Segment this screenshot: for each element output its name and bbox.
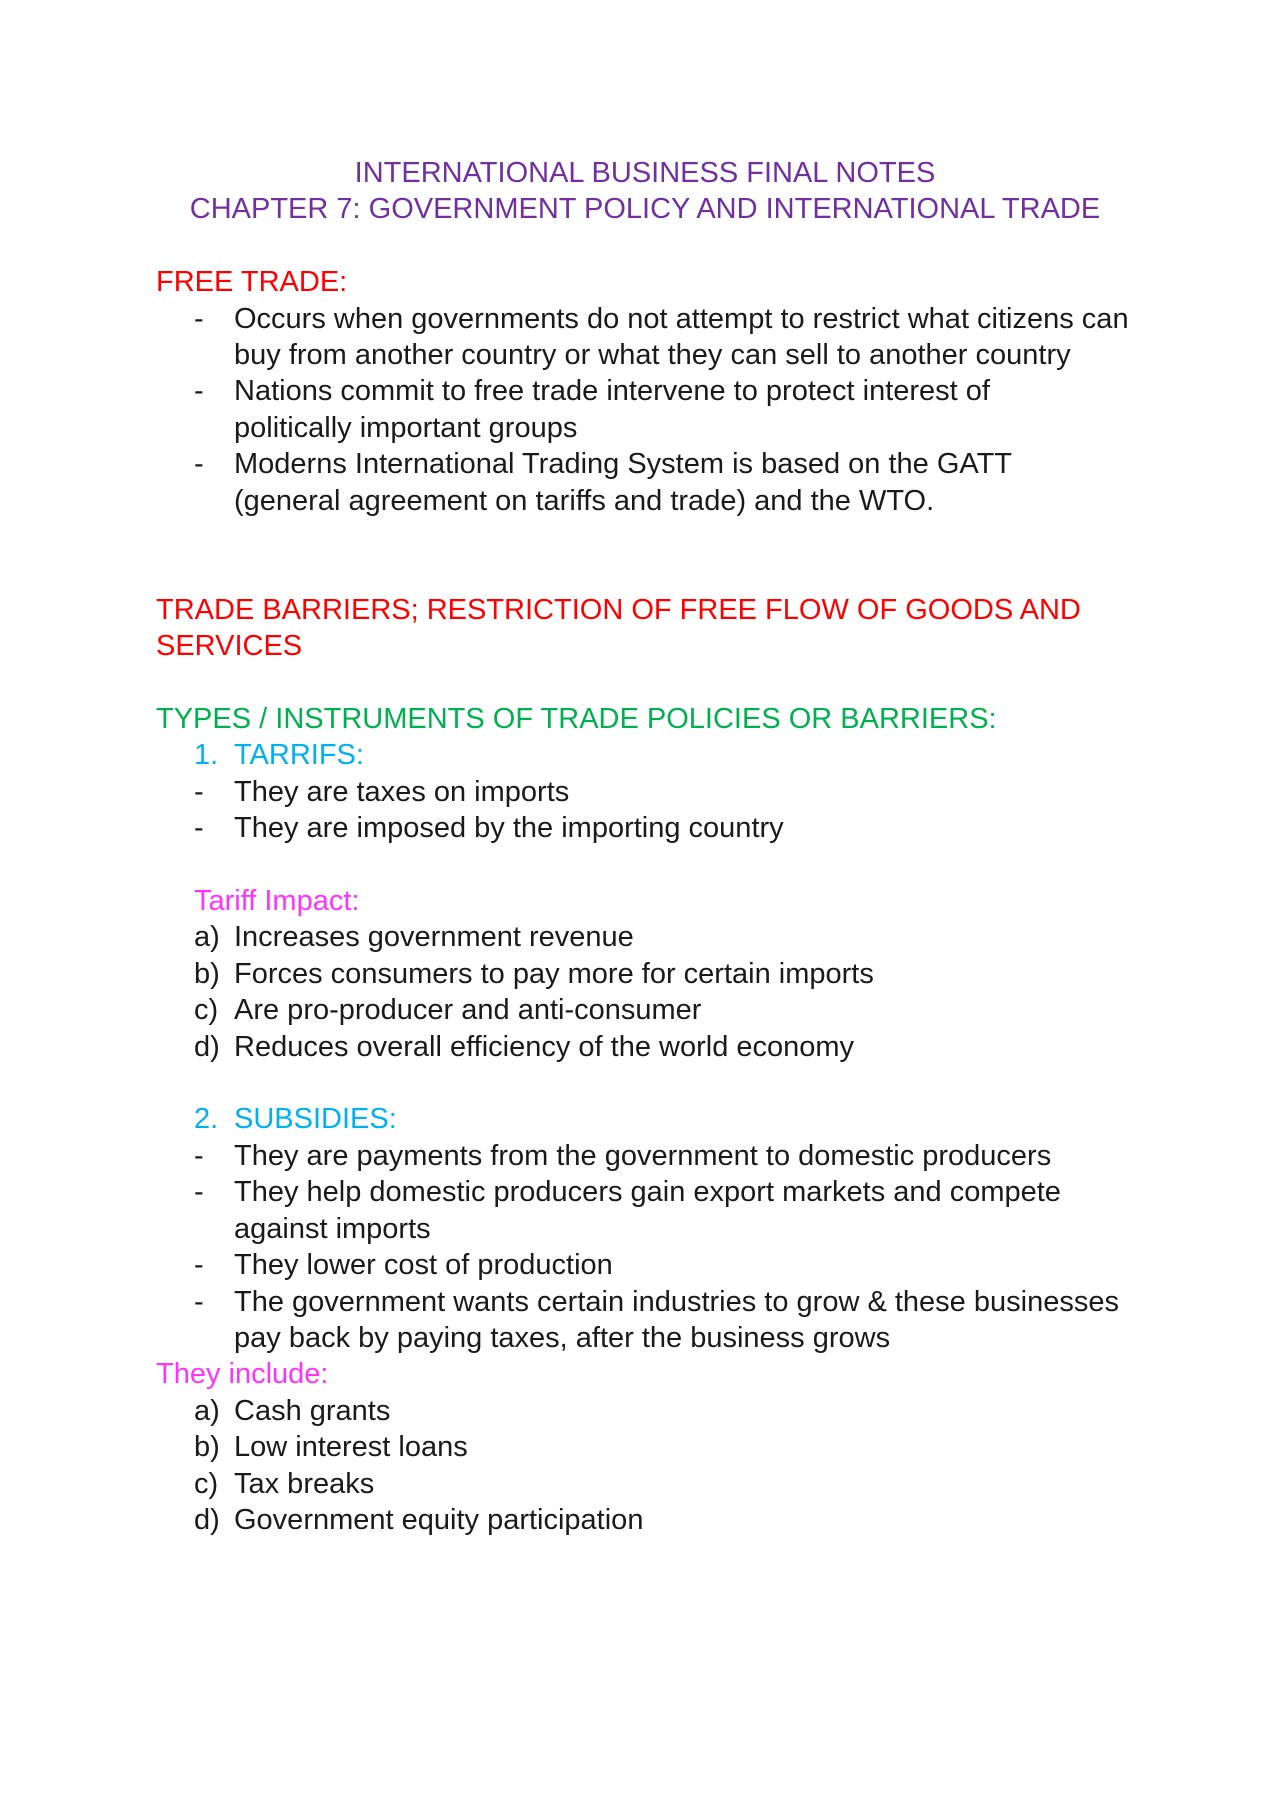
list-item: [156, 373, 1156, 446]
letter-marker: d): [194, 1503, 220, 1536]
dash-bullet: -: [194, 448, 204, 481]
list-item: [156, 1284, 1156, 1357]
list-item-text: Reduces overall efficiency of the world economy: [234, 1030, 855, 1063]
list-item-text: Cash grants: [234, 1394, 391, 1427]
tariff-impact-heading: Tariff Impact:: [194, 885, 360, 918]
list-item: [156, 446, 1156, 519]
list-item: [156, 1029, 1156, 1065]
list-item: [156, 1393, 1156, 1429]
letter-marker: c): [194, 994, 219, 1027]
list-item-text: They lower cost of production: [234, 1249, 613, 1282]
list-item: [156, 1466, 1156, 1502]
tariffs-heading-text: TARRIFS:: [234, 739, 364, 772]
letter-marker: c): [194, 1467, 219, 1500]
list-item-text: Increases government revenue: [234, 921, 634, 954]
numbered-marker: 2.: [194, 1103, 219, 1136]
dash-bullet: -: [194, 775, 204, 808]
list-item: [156, 1247, 1156, 1283]
list-item-text: Government equity participation: [234, 1503, 644, 1536]
list-item: [156, 1502, 1156, 1538]
list-item: [156, 992, 1156, 1028]
letter-marker: b): [194, 1431, 220, 1464]
list-item: [156, 956, 1156, 992]
list-item-text: They help domestic producers gain export markets and compete against imports: [234, 1176, 1061, 1245]
list-item-text: Forces consumers to pay more for certain imports: [234, 957, 874, 990]
letter-marker: a): [194, 921, 220, 954]
document-title: INTERNATIONAL BUSINESS FINAL NOTES: [354, 157, 936, 189]
list-item-text: Tax breaks: [234, 1467, 375, 1500]
list-item-text: The government wants certain industries to grow & these businesses pay back by paying taxes, after the business grows: [234, 1285, 1119, 1354]
subsidies-list: [156, 1138, 1156, 1356]
dash-bullet: -: [194, 1176, 204, 1209]
dash-bullet: -: [194, 812, 204, 845]
dash-bullet: -: [194, 375, 204, 408]
subsidies-heading-text: SUBSIDIES:: [234, 1103, 397, 1136]
list-item-text: They are taxes on imports: [234, 775, 570, 808]
list-item: [156, 1429, 1156, 1465]
types-heading: TYPES / INSTRUMENTS OF TRADE POLICIES OR BARRIERS:: [156, 703, 997, 736]
list-item: [156, 1174, 1156, 1247]
tariff-impact-list: [156, 919, 1156, 1065]
letter-marker: a): [194, 1394, 220, 1427]
they-include-heading: They include:: [156, 1358, 329, 1391]
list-item: [156, 774, 1156, 810]
list-item: [156, 810, 1156, 846]
dash-bullet: -: [194, 302, 204, 335]
trade-barriers-heading: TRADE BARRIERS; RESTRICTION OF FREE FLOW OF GOODS AND SERVICES: [156, 593, 1081, 663]
tariffs-list: [156, 774, 1156, 847]
dash-bullet: -: [194, 1285, 204, 1318]
subsidies-heading: [156, 1101, 1156, 1137]
free-trade-list: [156, 301, 1156, 519]
list-item-text: Occurs when governments do not attempt to restrict what citizens can buy from another country or what they can sell to another country: [234, 302, 1129, 372]
tariffs-heading: [156, 737, 1156, 773]
list-item-text: Moderns International Trading System is based on the GATT (general agreement on tariffs and trade) and the WTO.: [234, 448, 1012, 517]
list-item: [156, 1138, 1156, 1174]
letter-marker: b): [194, 957, 220, 990]
list-item-text: Low interest loans: [234, 1431, 468, 1464]
list-item-text: Are pro-producer and anti-consumer: [234, 994, 702, 1027]
list-item: [156, 919, 1156, 955]
list-item-text: They are payments from the government to domestic producers: [234, 1139, 1052, 1172]
numbered-marker: 1.: [194, 739, 219, 772]
list-item-text: Nations commit to free trade intervene to protect interest of politically important groups: [234, 375, 990, 444]
they-include-list: [156, 1393, 1156, 1539]
list-item-text: They are imposed by the importing country: [234, 812, 784, 845]
dash-bullet: -: [194, 1139, 204, 1172]
letter-marker: d): [194, 1030, 220, 1063]
list-item: [156, 301, 1156, 374]
document-page: [156, 155, 1156, 1538]
free-trade-heading: FREE TRADE:: [156, 266, 348, 299]
dash-bullet: -: [194, 1249, 204, 1282]
chapter-title: CHAPTER 7: GOVERNMENT POLICY AND INTERNATIONAL TRADE: [189, 193, 1101, 226]
